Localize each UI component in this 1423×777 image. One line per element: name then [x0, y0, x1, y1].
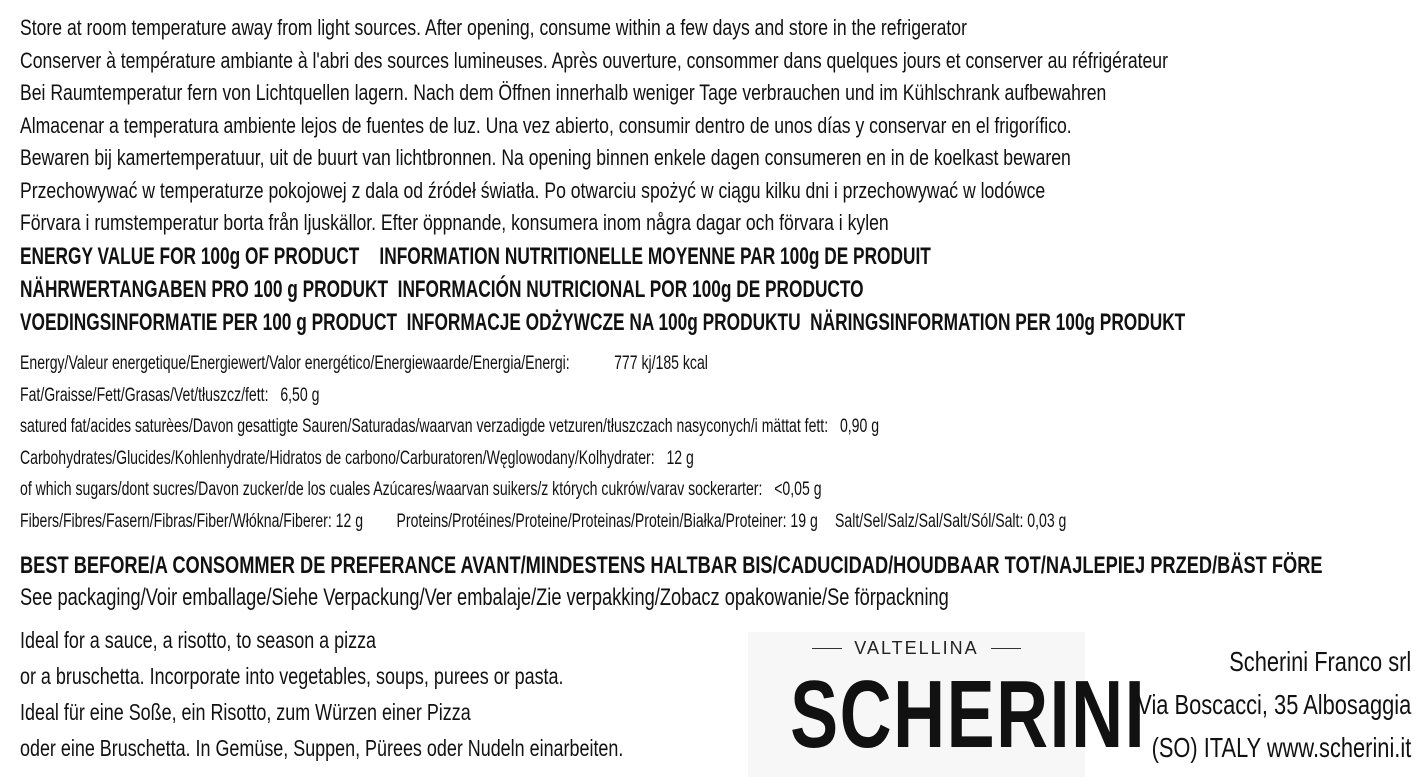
nutrition-headings: [20, 240, 1423, 339]
nutrition-heading-row-1: [20, 240, 1185, 273]
sugars-label: of which sugars/dont sucres/Davon zucker/de los cuales Azúcares/waarvan suikers/z których cukrów/varav sockerarter:: [20, 479, 763, 500]
fat-label: Fat/Graisse/Fett/Grasas/Vet/tłuszcz/fett:: [20, 384, 269, 406]
company-info: [1060, 640, 1411, 769]
best-before-section: [20, 550, 1423, 614]
best-before-heading: BEST BEFORE/A CONSOMMER DE PREFERANCE AVANT/MINDESTENS HALTBAR BIS/CADUCIDAD/HOUDBAAR TOT/NAJLEPIEJ PRZED/BÄST FÖRE: [20, 552, 1323, 579]
storage-line-es: Almacenar a temperatura ambiente lejos de fuentes de luz. Una vez abierto, consumir dentro de unos días y conservar en el frigorífico.: [20, 112, 1072, 138]
saturated-fat-value: 0,90 g: [839, 416, 880, 437]
storage-line-fr: Conserver à température ambiante à l'abri des sources lumineuses. Après ouverture, consommer dans quelques jours et conserver au réfrigérateur: [20, 47, 1168, 73]
fibers-value: 12 g: [335, 510, 364, 532]
carbs-label: Carbohydrates/Glucides/Kohlenhydrate/Hidratos de carbono/Carburatoren/Węglowodany/Kolhydrater:: [20, 447, 655, 469]
nutrition-heading-fr: INFORMATION NUTRITIONELLE MOYENNE PAR 100g DE PRODUIT: [379, 243, 931, 270]
best-before-text: See packaging/Voir emballage/Siehe Verpackung/Ver embalaje/Zie verpakking/Zobacz opakowanie/Se förpackning: [20, 584, 949, 611]
company-name: Scherini Franco srl: [1228, 646, 1411, 677]
sugars-value: <0,05 g: [774, 479, 822, 500]
proteins-label: Proteins/Protéines/Proteine/Proteinas/Protein/Białka/Proteiner:: [396, 510, 787, 532]
nutrition-row-sugars: [20, 474, 1066, 506]
carbs-value: 12 g: [666, 447, 694, 469]
storage-line-de: Bei Raumtemperatur fern von Lichtquellen lagern. Nach dem Öffnen innerhalb weniger Tage verbrauchen und im Kühlschrank aufbewahren: [20, 80, 1107, 105]
usage-line-3: Ideal für eine Soße, ein Risotto, zum Würzen einer Pizza: [20, 699, 471, 725]
nutrition-row-fiber-protein-salt: [20, 506, 1066, 538]
logo-subtitle: [748, 638, 1085, 659]
storage-instructions: [20, 12, 1423, 240]
fat-value: 6,50 g: [280, 384, 320, 406]
scherini-logo: [748, 632, 1147, 777]
nutrition-heading-en: ENERGY VALUE FOR 100g OF PRODUCT: [20, 243, 360, 270]
nutrition-row-energy: [20, 348, 1066, 380]
proteins-value: 19 g: [790, 510, 818, 532]
nutrition-row-carbs: [20, 443, 1066, 475]
storage-line-pl: Przechowywać w temperaturze pokojowej z dala od źródeł światła. Po otwarciu spożyć w ciągu kilku dni i przechowywać w lodówce: [20, 177, 1046, 203]
nutrition-heading-es: INFORMACIÓN NUTRICIONAL POR 100g DE PRODUCTO: [397, 276, 864, 303]
storage-line-en: Store at room temperature away from light sources. After opening, consume within a few days and store in the refrigerator: [20, 15, 967, 40]
nutrition-heading-row-2: [20, 273, 1185, 306]
storage-line-sv: Förvara i rumstemperatur borta från ljuskällor. Efter öppnande, konsumera inom några dagar och förvara i kylen: [20, 210, 889, 235]
salt-label: Salt/Sel/Salz/Sal/Salt/Sól/Salt:: [835, 510, 1024, 532]
nutrition-heading-de: NÄHRWERTANGABEN PRO 100 g PRODUKT: [20, 276, 389, 303]
usage-line-4: oder eine Bruschetta. In Gemüse, Suppen, Pürees oder Nudeln einarbeiten.: [20, 735, 624, 761]
salt-value: 0,03 g: [1027, 510, 1067, 532]
usage-line-2: or a bruschetta. Incorporate into vegetables, soups, purees or pasta.: [20, 663, 564, 689]
saturated-fat-label: satured fat/acides saturèes/Davon gesattigte Sauren/Saturadas/waarvan verzadigde vetzuren/tłuszczach nasyconych/i mättat fett:: [20, 416, 829, 437]
company-country-web: (SO) ITALY www.scherini.it: [1151, 732, 1411, 763]
nutrition-row-saturated: [20, 411, 1066, 443]
nutrition-heading-pl: INFORMACJE ODŻYWCZE NA 100g PRODUKTU: [406, 309, 801, 336]
usage-line-1: Ideal for a sauce, a risotto, to season a pizza: [20, 627, 377, 653]
fibers-label: Fibers/Fibres/Fasern/Fibras/Fiber/Włókna/Fiberer:: [20, 510, 332, 532]
nutrition-heading-nl: VOEDINGSINFORMATIE PER 100 g PRODUCT: [20, 309, 398, 336]
logo-dash-right: [991, 648, 1021, 650]
usage-suggestions: [20, 622, 794, 766]
energy-label: Energy/Valeur energetique/Energiewert/Valor energético/Energiewaarde/Energia/Energi:: [20, 353, 570, 374]
logo-subtitle-text: VALTELLINA: [854, 638, 979, 658]
nutrition-heading-sv: NÄRINGSINFORMATION PER 100g PRODUKT: [810, 309, 1186, 336]
nutrition-row-fat: [20, 380, 1066, 412]
logo-brand: SCHERINI: [790, 661, 1147, 768]
company-address: Via Boscacci, 35 Albosaggia: [1137, 689, 1411, 720]
energy-value: 777 kj/185 kcal: [614, 353, 708, 374]
nutrition-table: [20, 348, 1423, 537]
logo-dash-left: [812, 648, 842, 650]
nutrition-heading-row-3: [20, 306, 1185, 339]
storage-line-nl: Bewaren bij kamertemperatuur, uit de buurt van lichtbronnen. Na opening binnen enkele dagen consumeren en in de koelkast bewaren: [20, 145, 1071, 170]
